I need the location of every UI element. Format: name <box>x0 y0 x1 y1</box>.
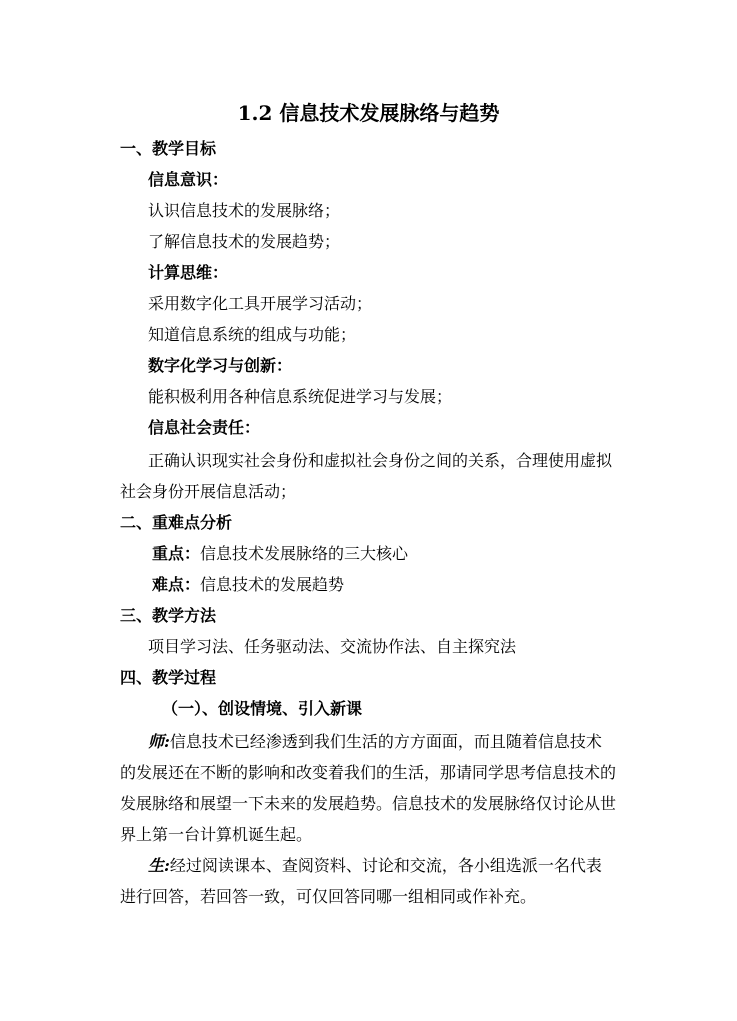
difficulty-line <box>152 574 344 596</box>
student-label: 生: <box>148 856 170 875</box>
teacher-paragraph-line: 界上第一台计算机诞生起。 <box>120 825 313 844</box>
student-text: 经过阅读课本、查阅资料、讨论和交流，各小组选派一名代表 <box>169 856 602 875</box>
teacher-paragraph-line: 的发展还在不断的影响和改变着我们的生活，那请同学思考信息技术的 <box>120 763 617 782</box>
teacher-text: 信息技术已经渗透到我们生活的方方面面，而且随着信息技术 <box>169 732 602 751</box>
page-title: 1.2 信息技术发展脉络与趋势 <box>237 101 500 125</box>
goal-paragraph-line: 正确认识现实社会身份和虚拟社会身份之间的关系，合理使用虚拟 <box>148 451 613 470</box>
difficulty-text: 信息技术的发展趋势 <box>200 575 345 594</box>
goal-item: 能积极利用各种信息系统促进学习与发展； <box>148 387 453 406</box>
process-sub-heading: （一）、创设情境、引入新课 <box>162 699 363 718</box>
goal-paragraph-line: 社会身份开展信息活动； <box>120 482 297 501</box>
teacher-paragraph-line <box>148 731 602 753</box>
focus-text: 信息技术发展脉络的三大核心 <box>200 544 409 563</box>
section-heading-key-points: 二、重难点分析 <box>120 513 233 532</box>
student-paragraph-line <box>148 855 602 877</box>
goal-label-computational-thinking: 计算思维： <box>148 263 229 282</box>
student-paragraph-line: 进行回答，若回答一致，可仅回答同哪一组相同或作补充。 <box>120 887 537 906</box>
section-heading-methods: 三、教学方法 <box>120 606 217 625</box>
teacher-paragraph-line: 发展脉络和展望一下未来的发展趋势。信息技术的发展脉络仅讨论从世 <box>120 794 617 813</box>
goal-item: 知道信息系统的组成与功能； <box>148 325 357 344</box>
focus-label: 重点： <box>152 544 201 563</box>
difficulty-label: 难点： <box>152 575 201 594</box>
section-heading-goals: 一、教学目标 <box>120 139 217 158</box>
goal-item: 采用数字化工具开展学习活动； <box>148 294 373 313</box>
goal-label-info-awareness: 信息意识： <box>148 170 229 189</box>
goal-item: 了解信息技术的发展趋势； <box>148 232 341 251</box>
methods-text: 项目学习法、任务驱动法、交流协作法、自主探究法 <box>148 637 517 656</box>
focus-line <box>152 543 408 565</box>
goal-label-digital-learning: 数字化学习与创新： <box>148 356 293 375</box>
teacher-label: 师: <box>148 732 170 751</box>
section-heading-process: 四、教学过程 <box>120 668 217 687</box>
goal-label-social-responsibility: 信息社会责任： <box>148 418 261 437</box>
goal-item: 认识信息技术的发展脉络； <box>148 201 341 220</box>
